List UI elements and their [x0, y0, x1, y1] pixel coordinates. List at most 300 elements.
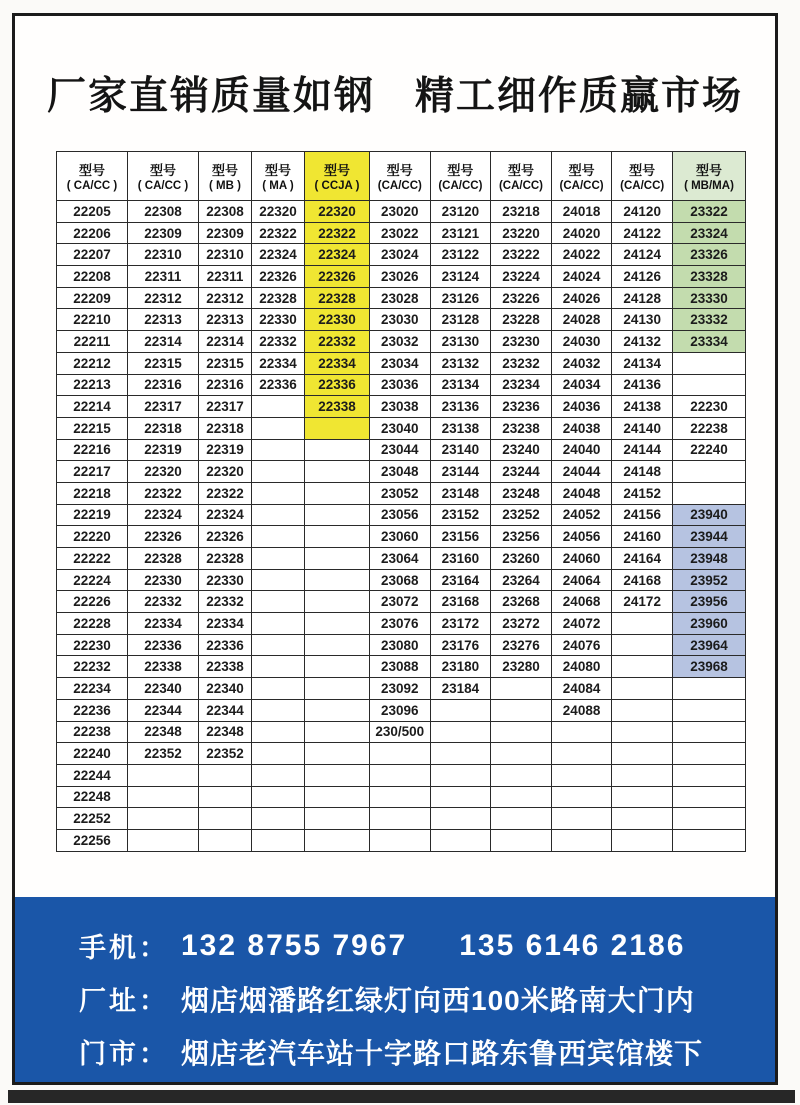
- model-cell: 22240: [673, 439, 746, 461]
- model-cell: 22211: [57, 331, 128, 353]
- model-cell: 24164: [612, 548, 673, 570]
- model-cell: 22218: [57, 482, 128, 504]
- store-address-line: [79, 1025, 765, 1078]
- model-cell: 23124: [430, 266, 491, 288]
- model-cell: 22336: [199, 634, 252, 656]
- title-part-1: 厂家直销质量如钢: [46, 75, 375, 118]
- model-cell: 23238: [491, 417, 552, 439]
- model-cell: 22320: [199, 461, 252, 483]
- table-row: [57, 764, 746, 786]
- model-cell: 22348: [199, 721, 252, 743]
- model-cell: 24032: [551, 352, 612, 374]
- model-cell: 22313: [128, 309, 199, 331]
- model-cell: [305, 829, 370, 851]
- model-cell: 24136: [612, 374, 673, 396]
- model-cell: 22332: [128, 591, 199, 613]
- model-cell: 23024: [370, 244, 431, 266]
- model-table: [56, 151, 746, 852]
- model-cell: 23230: [491, 331, 552, 353]
- model-cell: [673, 764, 746, 786]
- model-cell: 23036: [370, 374, 431, 396]
- model-cell: 22319: [128, 439, 199, 461]
- model-cell: [252, 678, 305, 700]
- model-cell: 22319: [199, 439, 252, 461]
- model-cell: 23948: [673, 548, 746, 570]
- model-cell: [551, 743, 612, 765]
- phone-number-1: 132 8755 7967: [181, 928, 408, 962]
- model-cell: [305, 504, 370, 526]
- model-cell: [491, 829, 552, 851]
- model-cell: [673, 829, 746, 851]
- model-cell: [430, 829, 491, 851]
- model-cell: 22312: [128, 287, 199, 309]
- model-cell: 22328: [199, 548, 252, 570]
- model-cell: 23096: [370, 699, 431, 721]
- model-cell: [673, 721, 746, 743]
- model-cell: [252, 786, 305, 808]
- model-cell: 23256: [491, 526, 552, 548]
- model-cell: 22318: [128, 417, 199, 439]
- model-cell: 23122: [430, 244, 491, 266]
- model-cell: 22324: [305, 244, 370, 266]
- model-cell: 23064: [370, 548, 431, 570]
- model-table-body: [57, 201, 746, 852]
- model-cell: [252, 526, 305, 548]
- model-cell: 23048: [370, 461, 431, 483]
- store-address-label: 门市：: [79, 1039, 169, 1069]
- model-cell: 22338: [305, 396, 370, 418]
- model-cell: [612, 786, 673, 808]
- model-cell: 22205: [57, 201, 128, 223]
- model-cell: [491, 678, 552, 700]
- model-cell: 23276: [491, 634, 552, 656]
- model-cell: 22320: [128, 461, 199, 483]
- model-cell: 22324: [128, 504, 199, 526]
- model-cell: 22313: [199, 309, 252, 331]
- model-cell: [199, 829, 252, 851]
- model-cell: 23164: [430, 569, 491, 591]
- model-cell: 23952: [673, 569, 746, 591]
- model-cell: [612, 699, 673, 721]
- column-header: 型号 (CA/CC): [551, 152, 612, 201]
- model-cell: [430, 786, 491, 808]
- table-row: [57, 613, 746, 635]
- model-cell: [491, 764, 552, 786]
- model-cell: 23140: [430, 439, 491, 461]
- model-cell: 22256: [57, 829, 128, 851]
- model-cell: 22340: [128, 678, 199, 700]
- model-cell: 24156: [612, 504, 673, 526]
- model-cell: [252, 829, 305, 851]
- model-cell: 22316: [128, 374, 199, 396]
- table-row: [57, 504, 746, 526]
- model-cell: 22324: [199, 504, 252, 526]
- model-cell: 23130: [430, 331, 491, 353]
- model-cell: 22208: [57, 266, 128, 288]
- model-cell: 23022: [370, 222, 431, 244]
- model-cell: 22330: [199, 569, 252, 591]
- model-cell: [491, 786, 552, 808]
- model-cell: [252, 743, 305, 765]
- table-row: [57, 201, 746, 223]
- model-cell: 24036: [551, 396, 612, 418]
- model-cell: 23960: [673, 613, 746, 635]
- store-address-value: 烟店老汽车站十字路口路东鲁西宾馆楼下: [181, 1037, 704, 1069]
- model-cell: 23224: [491, 266, 552, 288]
- model-cell: 23944: [673, 526, 746, 548]
- model-cell: [430, 808, 491, 830]
- table-row: [57, 331, 746, 353]
- table-row: [57, 743, 746, 765]
- model-cell: 23248: [491, 482, 552, 504]
- table-row: [57, 634, 746, 656]
- model-cell: 22352: [199, 743, 252, 765]
- model-cell: 22336: [252, 374, 305, 396]
- model-cell: 23138: [430, 417, 491, 439]
- table-row: [57, 352, 746, 374]
- model-cell: 23180: [430, 656, 491, 678]
- model-cell: 22207: [57, 244, 128, 266]
- model-cell: 22311: [128, 266, 199, 288]
- model-cell: 23260: [491, 548, 552, 570]
- phone-line: [79, 919, 765, 972]
- table-row: [57, 266, 746, 288]
- model-cell: 23218: [491, 201, 552, 223]
- model-cell: 23121: [430, 222, 491, 244]
- model-cell: [491, 699, 552, 721]
- model-cell: [305, 569, 370, 591]
- model-cell: 22344: [128, 699, 199, 721]
- model-cell: [673, 352, 746, 374]
- table-row: [57, 309, 746, 331]
- model-cell: [673, 461, 746, 483]
- model-cell: 22212: [57, 352, 128, 374]
- model-cell: 22334: [305, 352, 370, 374]
- table-row: [57, 526, 746, 548]
- model-cell: 22214: [57, 396, 128, 418]
- model-cell: 24084: [551, 678, 612, 700]
- model-cell: [305, 548, 370, 570]
- model-cell: 22322: [199, 482, 252, 504]
- model-cell: [370, 808, 431, 830]
- model-cell: 23232: [491, 352, 552, 374]
- model-cell: 23056: [370, 504, 431, 526]
- model-cell: [128, 786, 199, 808]
- table-row: [57, 569, 746, 591]
- model-cell: 22334: [128, 613, 199, 635]
- model-cell: [305, 678, 370, 700]
- model-cell: 23044: [370, 439, 431, 461]
- model-cell: 23038: [370, 396, 431, 418]
- phone-number-2: 135 6146 2186: [459, 928, 686, 962]
- model-cell: 23940: [673, 504, 746, 526]
- model-cell: 24068: [551, 591, 612, 613]
- model-cell: 23326: [673, 244, 746, 266]
- model-cell: 22326: [199, 526, 252, 548]
- model-cell: 22219: [57, 504, 128, 526]
- model-cell: [612, 808, 673, 830]
- model-cell: 22348: [128, 721, 199, 743]
- model-cell: 22248: [57, 786, 128, 808]
- column-header: 型号 ( CA/CC ): [128, 152, 199, 201]
- model-cell: [551, 786, 612, 808]
- model-cell: 22213: [57, 374, 128, 396]
- model-cell: 24064: [551, 569, 612, 591]
- model-cell: 23964: [673, 634, 746, 656]
- column-header: 型号 ( MB/MA): [673, 152, 746, 201]
- model-cell: [491, 721, 552, 743]
- model-cell: 24056: [551, 526, 612, 548]
- model-cell: [305, 634, 370, 656]
- table-row: [57, 699, 746, 721]
- model-cell: 22317: [128, 396, 199, 418]
- model-cell: [305, 743, 370, 765]
- model-cell: [128, 829, 199, 851]
- model-cell: 23330: [673, 287, 746, 309]
- model-cell: 23032: [370, 331, 431, 353]
- model-cell: [305, 699, 370, 721]
- model-cell: 22332: [199, 591, 252, 613]
- model-cell: 23176: [430, 634, 491, 656]
- model-cell: 24168: [612, 569, 673, 591]
- model-cell: [252, 396, 305, 418]
- model-cell: [430, 721, 491, 743]
- model-cell: 22230: [57, 634, 128, 656]
- model-cell: 23080: [370, 634, 431, 656]
- model-cell: 23128: [430, 309, 491, 331]
- model-cell: 24076: [551, 634, 612, 656]
- model-cell: [430, 743, 491, 765]
- model-cell: 23034: [370, 352, 431, 374]
- model-cell: 230/500: [370, 721, 431, 743]
- table-row: [57, 417, 746, 439]
- model-cell: [551, 829, 612, 851]
- model-cell: 22222: [57, 548, 128, 570]
- model-cell: [551, 764, 612, 786]
- model-cell: [673, 678, 746, 700]
- model-cell: [612, 764, 673, 786]
- model-cell: [252, 808, 305, 830]
- model-cell: 22234: [57, 678, 128, 700]
- model-cell: 22344: [199, 699, 252, 721]
- model-cell: 22336: [128, 634, 199, 656]
- model-cell: 23152: [430, 504, 491, 526]
- model-cell: 23030: [370, 309, 431, 331]
- model-cell: 22326: [128, 526, 199, 548]
- table-row: [57, 461, 746, 483]
- model-cell: 22314: [128, 331, 199, 353]
- model-cell: 23076: [370, 613, 431, 635]
- model-cell: 22224: [57, 569, 128, 591]
- table-row: [57, 482, 746, 504]
- model-cell: [199, 786, 252, 808]
- model-cell: 22315: [199, 352, 252, 374]
- table-row: [57, 808, 746, 830]
- model-cell: [305, 656, 370, 678]
- model-cell: [252, 417, 305, 439]
- phone-label: 手机：: [79, 933, 169, 963]
- model-cell: [252, 699, 305, 721]
- model-cell: [305, 721, 370, 743]
- model-cell: 23132: [430, 352, 491, 374]
- model-cell: 23028: [370, 287, 431, 309]
- table-row: [57, 374, 746, 396]
- model-cell: 24132: [612, 331, 673, 353]
- model-cell: 24038: [551, 417, 612, 439]
- model-cell: 22209: [57, 287, 128, 309]
- model-cell: 24152: [612, 482, 673, 504]
- model-cell: 22322: [128, 482, 199, 504]
- model-cell: 24088: [551, 699, 612, 721]
- model-cell: [491, 743, 552, 765]
- page-title: [15, 65, 775, 121]
- model-cell: 24148: [612, 461, 673, 483]
- model-cell: 24128: [612, 287, 673, 309]
- column-header: 型号 ( CCJA ): [305, 152, 370, 201]
- model-cell: 24122: [612, 222, 673, 244]
- column-header: 型号 (CA/CC): [370, 152, 431, 201]
- table-row: [57, 721, 746, 743]
- model-cell: 23184: [430, 678, 491, 700]
- column-header: 型号 (CA/CC): [430, 152, 491, 201]
- model-cell: 22328: [128, 548, 199, 570]
- model-cell: [305, 417, 370, 439]
- model-cell: [128, 808, 199, 830]
- model-cell: 24080: [551, 656, 612, 678]
- model-cell: [305, 613, 370, 635]
- table-row: [57, 287, 746, 309]
- model-cell: 22309: [128, 222, 199, 244]
- model-cell: 22326: [252, 266, 305, 288]
- model-cell: 23240: [491, 439, 552, 461]
- model-cell: [199, 764, 252, 786]
- model-cell: [612, 634, 673, 656]
- model-cell: 22352: [128, 743, 199, 765]
- model-cell: 22236: [57, 699, 128, 721]
- model-cell: 22240: [57, 743, 128, 765]
- model-cell: [252, 634, 305, 656]
- model-cell: 22320: [305, 201, 370, 223]
- model-cell: 24138: [612, 396, 673, 418]
- model-cell: 24034: [551, 374, 612, 396]
- factory-address-line: [79, 972, 765, 1025]
- model-cell: [551, 721, 612, 743]
- model-cell: 22309: [199, 222, 252, 244]
- model-cell: 23092: [370, 678, 431, 700]
- model-cell: 22228: [57, 613, 128, 635]
- model-cell: [305, 764, 370, 786]
- model-cell: [673, 808, 746, 830]
- model-cell: [305, 461, 370, 483]
- model-cell: 23060: [370, 526, 431, 548]
- model-cell: 23332: [673, 309, 746, 331]
- model-cell: 23220: [491, 222, 552, 244]
- model-cell: 23252: [491, 504, 552, 526]
- model-cell: 23020: [370, 201, 431, 223]
- model-cell: 22220: [57, 526, 128, 548]
- model-cell: 23334: [673, 331, 746, 353]
- model-cell: 23968: [673, 656, 746, 678]
- model-cell: 24134: [612, 352, 673, 374]
- model-cell: [673, 743, 746, 765]
- model-cell: 22332: [252, 331, 305, 353]
- table-row: [57, 244, 746, 266]
- model-cell: 23272: [491, 613, 552, 635]
- model-cell: 22318: [199, 417, 252, 439]
- title-part-2: 精工细作质赢市场: [415, 75, 744, 118]
- model-table-head: [57, 152, 746, 201]
- column-header: 型号 (CA/CC): [491, 152, 552, 201]
- factory-address-value: 烟店烟潘路红绿灯向西100米路南大门内: [181, 984, 695, 1016]
- model-cell: 24124: [612, 244, 673, 266]
- model-cell: 22310: [128, 244, 199, 266]
- model-cell: 23160: [430, 548, 491, 570]
- model-cell: 23264: [491, 569, 552, 591]
- factory-address-label: 厂址：: [79, 986, 169, 1016]
- model-cell: 22328: [252, 287, 305, 309]
- model-cell: [370, 743, 431, 765]
- page: [12, 13, 778, 1085]
- model-cell: [305, 808, 370, 830]
- model-cell: 22330: [305, 309, 370, 331]
- model-cell: [305, 591, 370, 613]
- model-cell: 23068: [370, 569, 431, 591]
- model-cell: [612, 721, 673, 743]
- model-cell: 24130: [612, 309, 673, 331]
- model-cell: 24040: [551, 439, 612, 461]
- model-cell: 23144: [430, 461, 491, 483]
- photo-bottom-edge: [8, 1090, 795, 1103]
- model-cell: 24020: [551, 222, 612, 244]
- model-cell: [305, 786, 370, 808]
- model-cell: 24144: [612, 439, 673, 461]
- model-cell: [673, 786, 746, 808]
- model-cell: 22252: [57, 808, 128, 830]
- column-header: 型号 ( CA/CC ): [57, 152, 128, 201]
- model-cell: [430, 764, 491, 786]
- model-cell: 23322: [673, 201, 746, 223]
- model-cell: [252, 764, 305, 786]
- column-header: 型号 ( MB ): [199, 152, 252, 201]
- table-row: [57, 396, 746, 418]
- model-cell: 22317: [199, 396, 252, 418]
- table-row: [57, 548, 746, 570]
- model-cell: 22338: [199, 656, 252, 678]
- column-header: 型号 ( MA ): [252, 152, 305, 201]
- model-cell: 23268: [491, 591, 552, 613]
- model-cell: [370, 829, 431, 851]
- model-cell: 23156: [430, 526, 491, 548]
- table-row: [57, 591, 746, 613]
- model-cell: 23228: [491, 309, 552, 331]
- model-cell: [673, 699, 746, 721]
- model-cell: [305, 526, 370, 548]
- model-cell: 22238: [57, 721, 128, 743]
- model-cell: [551, 808, 612, 830]
- model-cell: 22244: [57, 764, 128, 786]
- model-cell: [305, 439, 370, 461]
- model-cell: [612, 743, 673, 765]
- model-cell: [612, 829, 673, 851]
- model-cell: 23168: [430, 591, 491, 613]
- model-cell: 22308: [128, 201, 199, 223]
- model-cell: 22310: [199, 244, 252, 266]
- table-row: [57, 678, 746, 700]
- model-cell: 24160: [612, 526, 673, 548]
- model-cell: 22308: [199, 201, 252, 223]
- model-cell: 22340: [199, 678, 252, 700]
- model-cell: 24060: [551, 548, 612, 570]
